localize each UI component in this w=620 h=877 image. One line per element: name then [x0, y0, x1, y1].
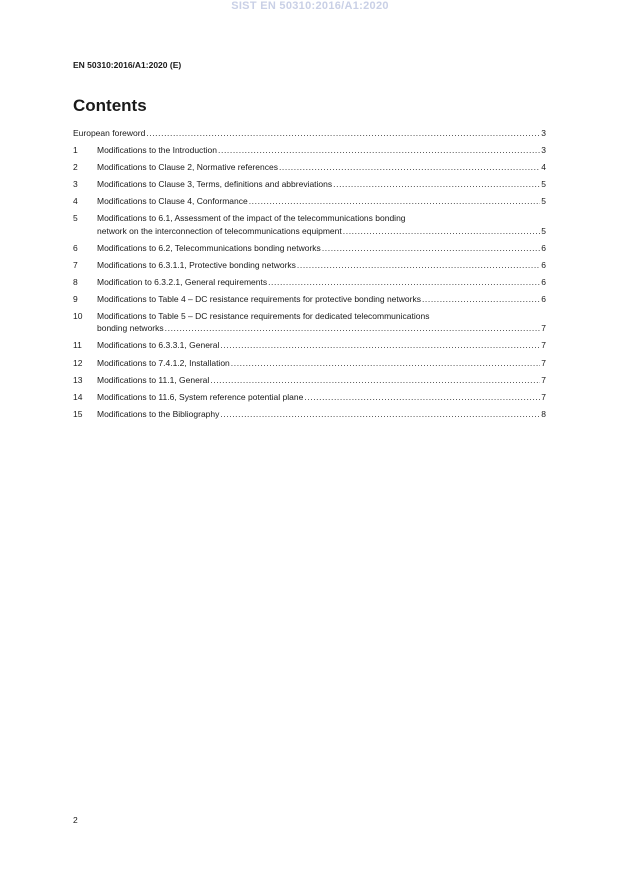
toc-entry[interactable] [73, 310, 546, 334]
toc-dot-leader [422, 293, 540, 305]
toc-dot-leader [304, 391, 540, 403]
toc-entry[interactable] [73, 408, 546, 420]
toc-entry-title: Modifications to Clause 2, Normative references [97, 162, 278, 173]
toc-entry[interactable] [73, 276, 546, 288]
toc-entry[interactable] [73, 259, 546, 271]
toc-entry-title: Modifications to the Introduction [97, 145, 218, 156]
toc-dot-leader [220, 339, 540, 351]
toc-dot-leader [218, 144, 540, 156]
toc-entry-title: bonding networks [97, 323, 164, 334]
toc-entry[interactable] [73, 212, 546, 236]
toc-entry-number: 4 [73, 196, 78, 207]
toc-entry-title: Modifications to Clause 3, Terms, definitions and abbreviations [97, 179, 333, 190]
toc-dot-leader [231, 357, 540, 369]
toc-entry-page: 6 [541, 242, 546, 253]
toc-entry-title: Modifications to 6.2, Telecommunications bonding networks [97, 242, 321, 253]
toc-entry[interactable] [73, 161, 546, 173]
toc-entry[interactable] [73, 293, 546, 305]
toc-dot-leader [268, 276, 540, 288]
toc-entry[interactable] [73, 195, 546, 207]
toc-entry-title: Modifications to Clause 4, Conformance [97, 196, 248, 207]
toc-entry-number: 10 [73, 311, 83, 322]
toc-entry-page: 4 [541, 162, 546, 173]
toc-entry-page: 5 [541, 196, 546, 207]
toc-entry-page: 5 [541, 179, 546, 190]
toc-dot-leader [297, 259, 540, 271]
toc-entry-page: 3 [541, 128, 546, 138]
toc-entry-number: 9 [73, 294, 78, 305]
toc-entry[interactable] [73, 127, 546, 139]
toc-entry[interactable] [73, 178, 546, 190]
toc-entry-title: Modifications to 11.1, General [97, 374, 210, 385]
toc-entry-number: 5 [73, 213, 78, 224]
toc-entry-title: Modifications to Table 5 – DC resistance requirements for dedicated telecommunications [97, 311, 430, 322]
toc-entry-title: Modifications to Table 4 – DC resistance requirements for protective bonding networks [97, 294, 421, 305]
toc-entry-title: Modifications to 6.1, Assessment of the impact of the telecommunications bonding [97, 213, 406, 224]
toc-entry-number: 15 [73, 408, 83, 419]
watermark-standard-id: SIST EN 50310:2016/A1:2020 [231, 0, 389, 12]
toc-entry-page: 6 [541, 259, 546, 270]
toc-entry-title: Modifications to 11.6, System reference potential plane [97, 391, 304, 402]
toc-dot-leader [165, 322, 541, 334]
toc-entry-title: European foreword [73, 128, 146, 138]
toc-dot-leader [333, 178, 540, 190]
toc-entry-page: 7 [541, 357, 546, 368]
toc-entry-page: 7 [541, 323, 546, 334]
toc-entry-page: 7 [541, 340, 546, 351]
toc-entry-number: 2 [73, 162, 78, 173]
table-of-contents [73, 127, 546, 425]
toc-dot-leader [210, 374, 540, 386]
toc-entry-title: network on the interconnection of telecommunications equipment [97, 225, 342, 236]
toc-dot-leader [279, 161, 540, 173]
toc-entry[interactable] [73, 374, 546, 386]
toc-entry-title: Modifications to 6.3.1.1, Protective bonding networks [97, 259, 296, 270]
toc-dot-leader [322, 242, 540, 254]
toc-entry-page: 7 [541, 391, 546, 402]
document-id-header: EN 50310:2016/A1:2020 (E) [73, 60, 182, 70]
toc-entry[interactable] [73, 357, 546, 369]
toc-entry-page: 3 [541, 145, 546, 156]
toc-dot-leader [249, 195, 541, 207]
toc-entry-page: 5 [541, 225, 546, 236]
toc-dot-leader [343, 225, 541, 237]
toc-entry[interactable] [73, 391, 546, 403]
toc-entry-page: 7 [541, 374, 546, 385]
page-number: 2 [73, 815, 78, 825]
toc-entry-number: 12 [73, 357, 83, 368]
toc-entry-page: 8 [541, 408, 546, 419]
toc-entry-title: Modifications to the Bibliography [97, 408, 220, 419]
toc-entry-title: Modifications to 6.3.3.1, General [97, 340, 220, 351]
toc-entry[interactable] [73, 144, 546, 156]
toc-entry[interactable] [73, 339, 546, 351]
toc-entry-title: Modifications to 7.4.1.2, Installation [97, 357, 230, 368]
toc-entry-number: 14 [73, 391, 83, 402]
toc-entry-page: 6 [541, 294, 546, 305]
contents-heading: Contents [73, 96, 147, 115]
toc-entry-number: 1 [73, 145, 78, 156]
toc-entry-number: 3 [73, 179, 78, 190]
toc-entry-number: 11 [73, 340, 82, 351]
toc-dot-leader [220, 408, 540, 420]
toc-entry-number: 8 [73, 276, 78, 287]
toc-entry-number: 6 [73, 242, 78, 253]
toc-entry-page: 6 [541, 276, 546, 287]
toc-entry-title: Modification to 6.3.2.1, General requirements [97, 276, 268, 287]
toc-dot-leader [146, 127, 540, 139]
toc-entry-number: 13 [73, 374, 83, 385]
toc-entry[interactable] [73, 242, 546, 254]
toc-entry-number: 7 [73, 259, 78, 270]
